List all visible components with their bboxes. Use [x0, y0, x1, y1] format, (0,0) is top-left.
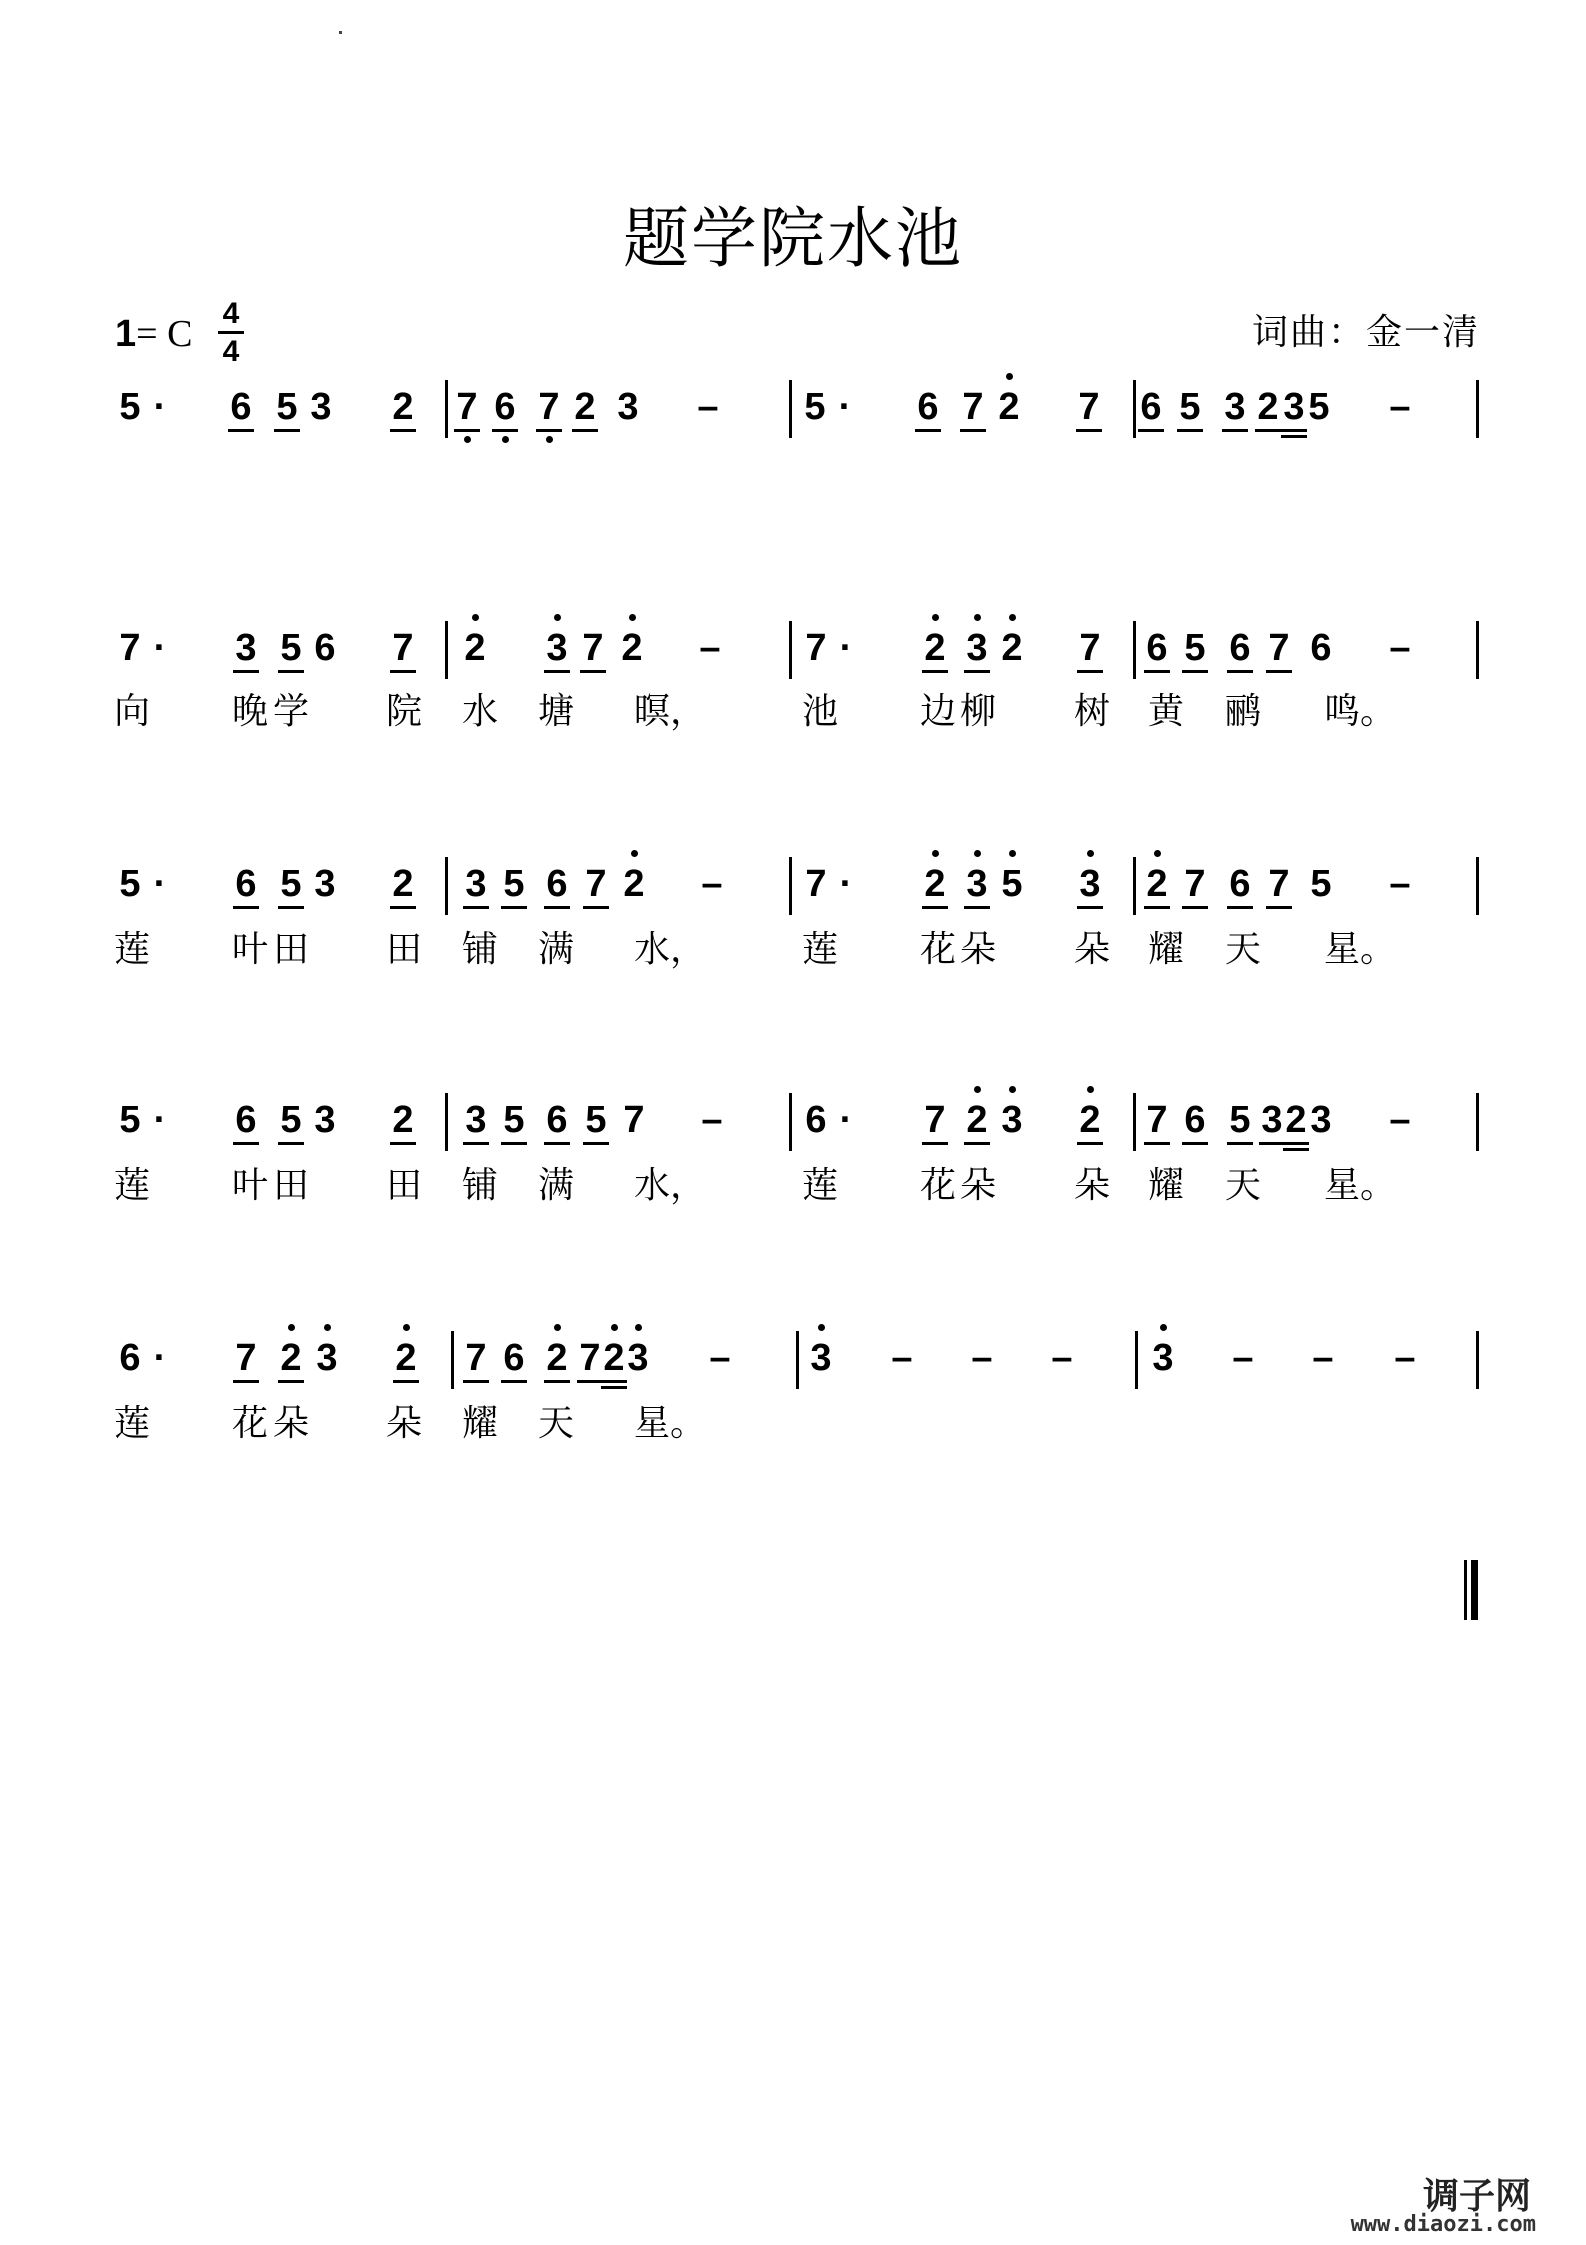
eighth-underline	[544, 670, 570, 673]
eighth-underline	[1077, 1142, 1103, 1145]
lyric-char: 耀	[461, 1403, 498, 1444]
note: 6	[119, 1337, 141, 1379]
eighth-underline	[278, 1380, 304, 1383]
octave-dot-low	[546, 436, 553, 443]
sixteenth-underline	[601, 1386, 627, 1389]
key-rest: = C	[136, 313, 193, 355]
note: 3	[801, 1336, 841, 1380]
note: 6	[226, 862, 266, 906]
lyric-char: 田	[272, 1165, 309, 1206]
note: ·	[839, 863, 853, 905]
note: 2	[1248, 385, 1288, 429]
lyric-char: 鸣。	[1324, 691, 1397, 732]
octave-dot-high	[1009, 614, 1016, 621]
lyric-char: 田	[385, 1165, 422, 1206]
lyric-char: 莲	[801, 929, 838, 970]
barline	[1476, 621, 1479, 679]
octave-dot-high	[631, 850, 638, 857]
eighth-underline	[1281, 429, 1307, 432]
note: 3	[957, 862, 997, 906]
note: 7	[529, 385, 569, 429]
octave-dot-high	[818, 1324, 825, 1331]
octave-dot-high	[554, 1324, 561, 1331]
note: 2	[565, 385, 605, 429]
eighth-underline	[233, 670, 259, 673]
note: 3	[1143, 1336, 1183, 1380]
eighth-underline	[964, 1142, 990, 1145]
eighth-underline	[583, 1142, 609, 1145]
eighth-underline	[544, 906, 570, 909]
note: 6	[805, 1099, 827, 1141]
note: –	[699, 627, 721, 669]
barline	[1476, 380, 1479, 438]
note: 6	[485, 385, 525, 429]
note: 7	[226, 1336, 266, 1380]
lyric-char: 朵	[272, 1403, 309, 1444]
barline	[789, 857, 792, 915]
note: 5	[1220, 1098, 1260, 1142]
eighth-underline	[544, 1380, 570, 1383]
lyric-char: 铺	[461, 929, 498, 970]
octave-dot-high	[629, 614, 636, 621]
eighth-underline	[922, 1142, 948, 1145]
barline	[789, 1093, 792, 1151]
key-one: 1	[115, 313, 137, 355]
note: 5	[1308, 386, 1330, 428]
note: 6	[537, 862, 577, 906]
note: 3	[1310, 1099, 1332, 1141]
note: 2	[915, 862, 955, 906]
eighth-underline	[1227, 670, 1253, 673]
lyric-char: 天	[1224, 1165, 1261, 1206]
note: 6	[314, 627, 336, 669]
lyric-char: 院	[385, 691, 422, 732]
eighth-underline	[1138, 429, 1164, 432]
eighth-underline	[1182, 670, 1208, 673]
eighth-underline	[1076, 429, 1102, 432]
note: 3	[617, 386, 639, 428]
eighth-underline	[577, 1380, 603, 1383]
eighth-underline	[1144, 670, 1170, 673]
note: 7	[1069, 385, 1109, 429]
note: 7	[953, 385, 993, 429]
barline	[1476, 857, 1479, 915]
note: ·	[153, 1337, 167, 1379]
note: 6	[1175, 1098, 1215, 1142]
lyric-char: 鹂	[1224, 691, 1261, 732]
octave-dot-high	[1087, 1086, 1094, 1093]
octave-dot-high	[403, 1324, 410, 1331]
octave-dot-high	[974, 850, 981, 857]
eighth-underline	[390, 906, 416, 909]
note: 5	[494, 862, 534, 906]
watermark-name: 调子网	[1422, 2176, 1531, 2217]
eighth-underline	[390, 1142, 416, 1145]
note: 7	[447, 385, 487, 429]
lyric-char: 满	[537, 1165, 574, 1206]
note: 2	[383, 862, 423, 906]
eighth-underline	[463, 1380, 489, 1383]
note: ·	[153, 627, 167, 669]
note: ·	[839, 1099, 853, 1141]
lyric-char: 莲	[113, 1165, 150, 1206]
eighth-underline	[1144, 1142, 1170, 1145]
lyric-char: 学	[272, 691, 309, 732]
note: 5	[804, 386, 826, 428]
lyric-char: 水	[461, 691, 498, 732]
watermark-url: www.diaozi.com	[1350, 2212, 1536, 2237]
barline	[1133, 857, 1136, 915]
eighth-underline	[960, 429, 986, 432]
note: 5	[267, 385, 307, 429]
note: 6	[1220, 862, 1260, 906]
note: 7	[1259, 862, 1299, 906]
eighth-underline	[964, 670, 990, 673]
barline	[1133, 380, 1136, 438]
eighth-underline	[278, 906, 304, 909]
note: 2	[614, 862, 654, 906]
lyric-char: 莲	[113, 929, 150, 970]
note: –	[1232, 1337, 1254, 1379]
note: –	[1394, 1337, 1416, 1379]
note: 5	[119, 386, 141, 428]
note: 3	[307, 1336, 347, 1380]
note: 2	[989, 385, 1029, 429]
octave-dot-high	[288, 1324, 295, 1331]
lyric-char: 花	[919, 1165, 956, 1206]
octave-dot-low	[464, 436, 471, 443]
note: 7	[915, 1098, 955, 1142]
octave-dot-high	[472, 614, 479, 621]
lyric-char: 池	[801, 691, 838, 732]
note: 2	[612, 626, 652, 670]
lyric-char: 田	[385, 929, 422, 970]
note: 3	[1070, 862, 1110, 906]
note: 2	[271, 1336, 311, 1380]
note: 7	[576, 862, 616, 906]
lyric-char: 天	[537, 1403, 574, 1444]
eighth-underline	[583, 906, 609, 909]
note: 6	[908, 385, 948, 429]
octave-dot-high	[1160, 1324, 1167, 1331]
meter-denominator: 4	[222, 335, 240, 368]
note: 2	[383, 385, 423, 429]
eighth-underline	[1177, 429, 1203, 432]
barline	[1476, 1093, 1479, 1151]
eighth-underline	[1266, 670, 1292, 673]
lyric-char: 叶	[231, 1165, 268, 1206]
eighth-underline	[228, 429, 254, 432]
meter-numerator: 4	[222, 297, 240, 330]
note: 3	[226, 626, 266, 670]
note: 6	[226, 1098, 266, 1142]
lyric-char: 星。	[634, 1403, 707, 1444]
final-barline-thick	[1471, 1560, 1478, 1620]
note: 2	[1137, 862, 1177, 906]
note: ·	[153, 863, 167, 905]
sixteenth-underline	[1281, 435, 1307, 438]
note: –	[701, 863, 723, 905]
octave-dot-high	[1009, 1086, 1016, 1093]
note: 7	[383, 626, 423, 670]
octave-dot-high	[611, 1324, 618, 1331]
note: ·	[153, 1099, 167, 1141]
lyric-char: 黄	[1147, 691, 1184, 732]
barline	[796, 1331, 799, 1389]
note: 3	[537, 626, 577, 670]
eighth-underline	[278, 1142, 304, 1145]
eighth-underline	[390, 429, 416, 432]
lyric-char: 满	[537, 929, 574, 970]
eighth-underline	[492, 429, 518, 432]
eighth-underline	[463, 906, 489, 909]
barline	[445, 380, 448, 438]
eighth-underline	[1259, 1142, 1285, 1145]
lyric-char: 星。	[1324, 1165, 1397, 1206]
note: 7	[456, 1336, 496, 1380]
note: 6	[537, 1098, 577, 1142]
barline	[445, 857, 448, 915]
lyric-char: 朵	[959, 1165, 996, 1206]
lyric-char: 朵	[1073, 1165, 1110, 1206]
note: ·	[153, 386, 167, 428]
note: 5	[1170, 385, 1210, 429]
eighth-underline	[1283, 1142, 1309, 1145]
note: 7	[805, 863, 827, 905]
note: 2	[957, 1098, 997, 1142]
eighth-underline	[580, 670, 606, 673]
lyric-char: 星。	[1324, 929, 1397, 970]
eighth-underline	[922, 906, 948, 909]
note: –	[1389, 863, 1411, 905]
note: 5	[1310, 863, 1332, 905]
eighth-underline	[922, 670, 948, 673]
barline	[445, 1093, 448, 1151]
barline	[1133, 621, 1136, 679]
note: –	[1312, 1337, 1334, 1379]
lyric-char: 朵	[959, 929, 996, 970]
eighth-underline	[1182, 906, 1208, 909]
note: 5	[576, 1098, 616, 1142]
eighth-underline	[393, 1380, 419, 1383]
lyric-char: 莲	[113, 1403, 150, 1444]
note: –	[1389, 1099, 1411, 1141]
note: 7	[573, 626, 613, 670]
eighth-underline	[501, 906, 527, 909]
note: –	[701, 1099, 723, 1141]
lyric-char: 树	[1073, 691, 1110, 732]
note: 2	[1070, 1098, 1110, 1142]
note: 7	[623, 1099, 645, 1141]
note: 3	[1215, 385, 1255, 429]
lyric-char: 暝，	[634, 691, 707, 732]
eighth-underline	[278, 670, 304, 673]
note: ·	[839, 627, 853, 669]
note: 3	[1252, 1098, 1292, 1142]
lyric-char: 铺	[461, 1165, 498, 1206]
note: 2	[537, 1336, 577, 1380]
eighth-underline	[1227, 1142, 1253, 1145]
lyric-char: 晚	[231, 691, 268, 732]
lyric-char: 耀	[1147, 1165, 1184, 1206]
lyric-char: 莲	[801, 1165, 838, 1206]
note: 5	[271, 1098, 311, 1142]
note: 3	[456, 1098, 496, 1142]
eighth-underline	[601, 1380, 627, 1383]
lyric-char: 叶	[231, 929, 268, 970]
note: 5	[992, 862, 1032, 906]
barline	[1135, 1331, 1138, 1389]
eighth-underline	[1077, 670, 1103, 673]
eighth-underline	[501, 1142, 527, 1145]
lyric-char: 朵	[1073, 929, 1110, 970]
note: 6	[1131, 385, 1171, 429]
lyric-char: 耀	[1147, 929, 1184, 970]
note: 2	[992, 626, 1032, 670]
note: 5	[271, 626, 311, 670]
note: 7	[119, 627, 141, 669]
eighth-underline	[964, 906, 990, 909]
lyric-char: 水，	[634, 1165, 707, 1206]
lyric-char: 朵	[385, 1403, 422, 1444]
eighth-underline	[536, 429, 562, 432]
note: 6	[1310, 627, 1332, 669]
eighth-underline	[501, 1380, 527, 1383]
barline	[1133, 1093, 1136, 1151]
lyric-char: 塘	[537, 691, 574, 732]
note: 5	[1175, 626, 1215, 670]
note: 7	[805, 627, 827, 669]
octave-dot-high	[324, 1324, 331, 1331]
note: –	[1051, 1337, 1073, 1379]
eighth-underline	[1266, 906, 1292, 909]
sixteenth-underline	[1283, 1148, 1309, 1151]
eighth-underline	[1182, 1142, 1208, 1145]
note: 7	[1259, 626, 1299, 670]
barline	[451, 1331, 454, 1389]
barline	[445, 621, 448, 679]
composer-credit: 词曲：金一清	[1251, 312, 1480, 353]
note: –	[1389, 627, 1411, 669]
note: 2	[386, 1336, 426, 1380]
eighth-underline	[454, 429, 480, 432]
note: 6	[221, 385, 261, 429]
eighth-underline	[390, 670, 416, 673]
note: 3	[314, 863, 336, 905]
note: 2	[594, 1336, 634, 1380]
lyric-char: 柳	[959, 691, 996, 732]
octave-dot-high	[635, 1324, 642, 1331]
song-title: 题学院水池	[623, 200, 963, 277]
lyric-char: 向	[113, 691, 150, 732]
note: ·	[838, 386, 852, 428]
note: 5	[119, 863, 141, 905]
octave-dot-high	[974, 614, 981, 621]
eighth-underline	[1222, 429, 1248, 432]
note: 6	[494, 1336, 534, 1380]
octave-dot-high	[1154, 850, 1161, 857]
lyric-char: 田	[272, 929, 309, 970]
note: –	[709, 1337, 731, 1379]
note: –	[891, 1337, 913, 1379]
note: 2	[1276, 1098, 1316, 1142]
lyric-char: 边	[919, 691, 956, 732]
octave-dot-high	[1006, 373, 1013, 380]
eighth-underline	[915, 429, 941, 432]
eighth-underline	[274, 429, 300, 432]
octave-dot-high	[932, 614, 939, 621]
eighth-underline	[572, 429, 598, 432]
note: 3	[314, 1099, 336, 1141]
note: –	[1389, 386, 1411, 428]
note: 7	[1070, 626, 1110, 670]
note: 3	[310, 386, 332, 428]
note: 7	[570, 1336, 610, 1380]
lyric-char: 花	[919, 929, 956, 970]
octave-dot-high	[974, 1086, 981, 1093]
note: 7	[1137, 1098, 1177, 1142]
barline	[789, 380, 792, 438]
octave-dot-high	[932, 850, 939, 857]
eighth-underline	[233, 906, 259, 909]
eighth-underline	[1255, 429, 1281, 432]
eighth-underline	[1144, 906, 1170, 909]
note: 2	[915, 626, 955, 670]
note: –	[971, 1337, 993, 1379]
note: 3	[1274, 385, 1314, 429]
octave-dot-high	[1009, 850, 1016, 857]
note: 3	[957, 626, 997, 670]
eighth-underline	[463, 1142, 489, 1145]
note: 6	[1137, 626, 1177, 670]
note: 3	[456, 862, 496, 906]
note: 6	[1220, 626, 1260, 670]
final-barline-thin	[1464, 1560, 1467, 1620]
eighth-underline	[544, 1142, 570, 1145]
eighth-underline	[1227, 906, 1253, 909]
note: –	[697, 386, 719, 428]
octave-dot-high	[554, 614, 561, 621]
barline	[789, 621, 792, 679]
note: 5	[119, 1099, 141, 1141]
note: 3	[992, 1098, 1032, 1142]
note: 2	[455, 626, 495, 670]
octave-dot-low	[502, 436, 509, 443]
note: 2	[383, 1098, 423, 1142]
note: 5	[494, 1098, 534, 1142]
eighth-underline	[233, 1380, 259, 1383]
octave-dot-high	[1087, 850, 1094, 857]
note: 5	[271, 862, 311, 906]
note: 3	[618, 1336, 658, 1380]
note: 7	[1175, 862, 1215, 906]
lyric-char: 花	[231, 1403, 268, 1444]
eighth-underline	[233, 1142, 259, 1145]
lyric-char: 天	[1224, 929, 1261, 970]
lyric-char: 水，	[634, 929, 707, 970]
barline	[1476, 1331, 1479, 1389]
eighth-underline	[1077, 906, 1103, 909]
